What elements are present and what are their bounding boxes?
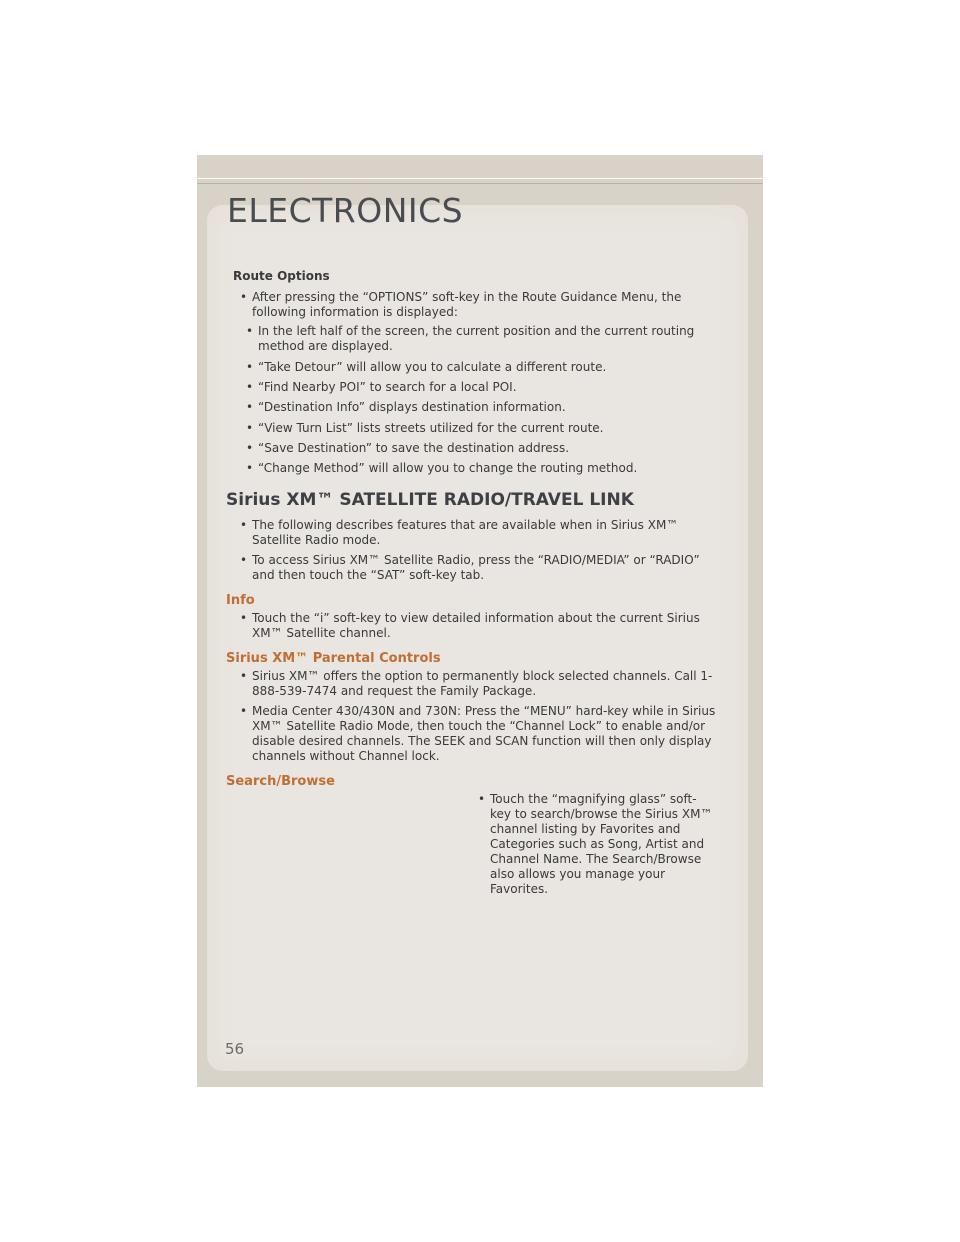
route-options-heading: Route Options: [233, 269, 330, 283]
parental-heading: Sirius XM™ Parental Controls: [226, 651, 441, 666]
sirius-bullet-2: • To access Sirius XM™ Satellite Radio, press the “RADIO/MEDIA” or “RADIO” and then touch the “SAT” soft-key tab.: [240, 553, 722, 583]
route-options-bullet-8: • “Change Method” will allow you to change the routing method.: [246, 461, 726, 476]
route-options-bullet-3: • “Take Detour” will allow you to calculate a different route.: [246, 360, 726, 375]
route-options-bullet-6: • “View Turn List” lists streets utilized for the current route.: [246, 421, 726, 436]
header-rule-dark: [197, 183, 763, 184]
parental-bullet-1: • Sirius XM™ offers the option to permanently block selected channels. Call 1-888-539-7474 and request the Family Package.: [240, 669, 726, 699]
info-bullet-1: • Touch the “i” soft-key to view detailed information about the current Sirius XM™ Satellite channel.: [240, 611, 722, 641]
sirius-heading: Sirius XM™ SATELLITE RADIO/TRAVEL LINK: [226, 490, 634, 510]
route-options-bullet-7: • “Save Destination” to save the destination address.: [246, 441, 726, 456]
search-bullet-1: • Touch the “magnifying glass” soft-key to search/browse the Sirius XM™ channel listing by Favorites and Categories such as Song, Artist and Channel Name. The Search/Browse also allows you manage your Favorites.: [478, 792, 714, 897]
search-heading: Search/Browse: [226, 774, 335, 789]
manual-page: [197, 155, 763, 1087]
sirius-bullet-1: • The following describes features that are available when in Sirius XM™ Satellite Radio mode.: [240, 518, 722, 548]
route-options-bullet-2: • In the left half of the screen, the current position and the current routing method are displayed.: [246, 324, 726, 354]
route-options-bullet-5: • “Destination Info” displays destination information.: [246, 400, 726, 415]
section-title: ELECTRONICS: [227, 191, 464, 230]
route-options-bullet-4: • “Find Nearby POI” to search for a local POI.: [246, 380, 726, 395]
header-rule-light: [197, 178, 763, 179]
route-options-bullet-1: • After pressing the “OPTIONS” soft-key in the Route Guidance Menu, the following information is displayed:: [240, 290, 722, 320]
page-number: 56: [225, 1040, 245, 1058]
parental-bullet-2: • Media Center 430/430N and 730N: Press the “MENU” hard-key while in Sirius XM™ Satellite Radio Mode, then touch the “Channel Lock” to enable and/or disable desired channels. The SEEK and SCAN function will then only display channels without Channel lock.: [240, 704, 722, 764]
info-heading: Info: [226, 593, 255, 608]
